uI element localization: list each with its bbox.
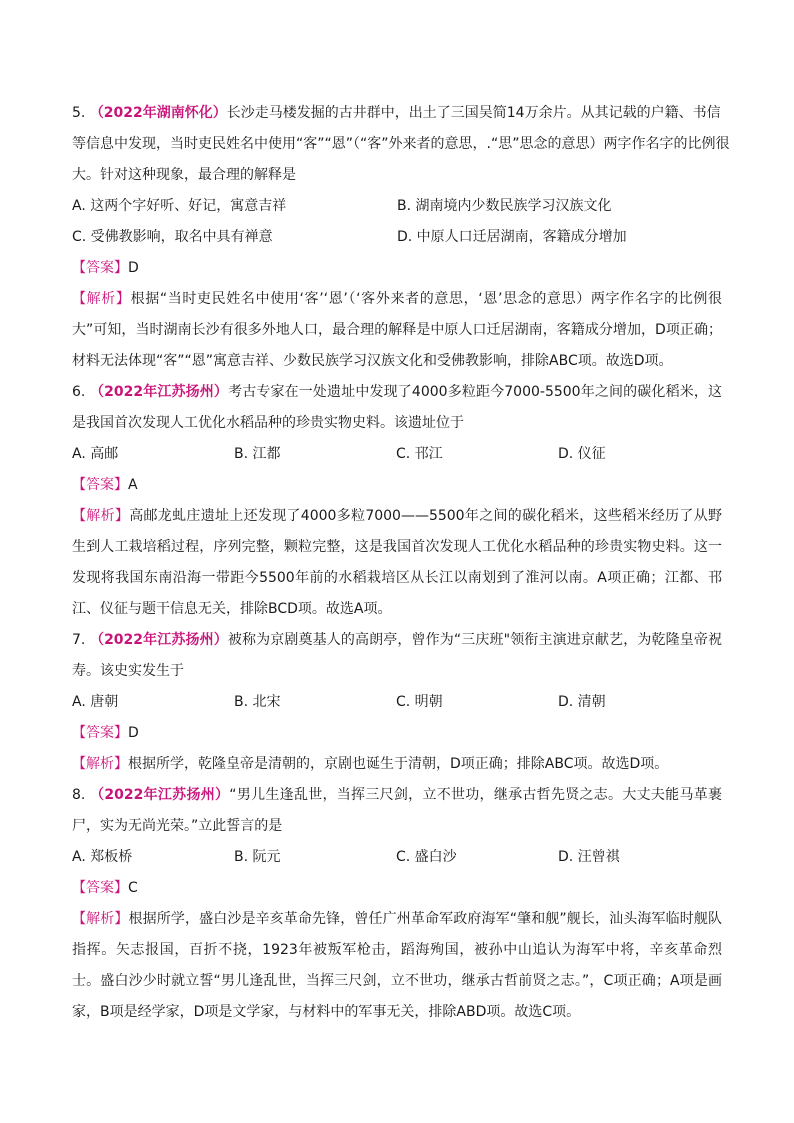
analysis-label: 【解析】	[72, 508, 130, 524]
answer-line	[72, 253, 722, 284]
analysis-label: 【解析】	[72, 291, 131, 307]
answer-label: 【答案】	[72, 880, 128, 896]
option-b: B. 湖南境内少数民族学习汉族文化	[397, 198, 612, 214]
question-number: 5.	[72, 105, 86, 121]
question-number: 8.	[72, 787, 86, 803]
question-source: （2022年江苏扬州）	[90, 787, 230, 803]
option-d: D. 仪征	[558, 446, 606, 462]
option-a: A. 唐朝	[72, 694, 119, 710]
question-source: （2022年湖南怀化）	[89, 105, 227, 121]
question-source: （2022年江苏扬州）	[89, 632, 228, 648]
option-c: C. 盛白沙	[396, 849, 457, 865]
option-c: C. 明朝	[396, 694, 443, 710]
question-stem	[72, 780, 722, 842]
analysis-label: 【解析】	[72, 756, 128, 772]
option-d: D. 中原人口迁居湖南，客籍成分增加	[397, 229, 627, 245]
options-row	[72, 842, 722, 873]
option-d: D. 汪曾祺	[558, 849, 620, 865]
stem-text: 被称为京剧奠基人的高朗亭，曾作为“三庆班"领衔主演进京献艺，为乾隆皇帝祝寿。该史实发生于	[72, 632, 722, 679]
analysis-text: 根据“当时吏民姓名中使用‘客’‘恩’（‘客外来者的意思，‘恩’思念的意思）两字作名字的比例很大”可知，当时湖南长沙有很多外地人口，最合理的解释是中原人口迁居湖南，客籍成分增加，D项正确；材料无法体现“客”“恩”寓意吉祥、少数民族学习汉族文化和受佛教影响，排除ABC项。故选D项。	[72, 291, 723, 369]
options-row	[72, 222, 722, 253]
question-source: （2022年江苏扬州）	[89, 384, 229, 400]
answer-line	[72, 470, 722, 501]
analysis-block	[72, 749, 722, 780]
analysis-text: 根据所学，盛白沙是辛亥革命先锋，曾任广州革命军政府海军“肇和舰”舰长，汕头海军临时舰队指挥。矢志报国，百折不挠，1923年被叛军枪击，蹈海殉国，被孙中山追认为海军中将，辛亥革命烈士。盛白沙少时就立誓“男儿逢乱世，当挥三尺剑，立不世功，继承古哲前贤之志。”，C项正确；A项是画家，B项是经学家，D项是文学家，与材料中的军事无关，排除ABD项。故选C项。	[72, 911, 722, 1020]
answer-line	[72, 873, 722, 904]
option-c: C. 邗江	[396, 446, 443, 462]
option-a: A. 这两个字好听、好记，寓意吉祥	[72, 198, 287, 214]
question-number: 6.	[72, 384, 86, 400]
question-7	[72, 625, 722, 780]
analysis-block	[72, 904, 722, 1028]
answer-line	[72, 718, 722, 749]
answer-value: D	[128, 260, 139, 276]
question-page	[72, 98, 730, 1028]
stem-line-2: 等信息中发现，当时吏民姓名中使用“客”“恩”（“客”外来者的意思，.“思”思念的意思）两字作名字的比例很	[72, 136, 730, 152]
analysis-text: 高邮龙虬庄遗址上还发现了4000多粒7000——5500年之间的碳化稻米，这些稻米经历了从野生到人工栽培稻过程，序列完整，颗粒完整，这是我国首次发现人工优化水稻品种的珍贵实物史料。这一发现将我国东南沿海一带距今5500年前的水稻栽培区从长江以南划到了淮河以南。A项正确；江都、邗江、仪征与题干信息无关，排除BCD项。故选A项。	[72, 508, 722, 617]
answer-value: C	[128, 880, 138, 896]
answer-value: A	[128, 477, 138, 493]
options-row	[72, 439, 722, 470]
options-row	[72, 687, 722, 718]
question-stem	[72, 377, 722, 439]
stem-text: 考古专家在一处遗址中发现了4000多粒距今7000-5500年之间的碳化稻米，这是我国首次发现人工优化水稻品种的珍贵实物史料。该遗址位于	[72, 384, 722, 431]
stem-line-1: 长沙走马楼发掘的古井群中，出土了三国吴简14万余片。从其记载的户籍、书信	[226, 105, 721, 121]
answer-label: 【答案】	[72, 477, 128, 493]
question-6	[72, 377, 722, 625]
question-8	[72, 780, 722, 1028]
option-b: B. 江都	[234, 446, 281, 462]
option-b: B. 阮元	[234, 849, 281, 865]
option-d: D. 清朝	[558, 694, 606, 710]
answer-label: 【答案】	[72, 260, 128, 276]
option-c: C. 受佛教影响，取名中具有禅意	[72, 229, 273, 245]
option-a: A. 郑板桥	[72, 849, 133, 865]
option-b: B. 北宋	[234, 694, 281, 710]
analysis-block	[72, 284, 722, 377]
question-stem	[72, 625, 722, 687]
question-5	[72, 98, 730, 377]
options-row	[72, 191, 722, 222]
analysis-block	[72, 501, 722, 625]
analysis-label: 【解析】	[72, 911, 129, 927]
answer-label: 【答案】	[72, 725, 128, 741]
stem-line-3: 大。针对这种现象，最合理的解释是	[72, 167, 296, 183]
option-a: A. 高邮	[72, 446, 119, 462]
answer-value: D	[128, 725, 139, 741]
stem-text: “男儿生逢乱世，当挥三尺剑，立不世功，继承古哲先贤之志。大丈夫能马革裹尸，实为无尚光荣。”立此誓言的是	[72, 787, 722, 834]
question-stem	[72, 98, 722, 129]
question-number: 7.	[72, 632, 86, 648]
analysis-text: 根据所学，乾隆皇帝是清朝的，京剧也诞生于清朝，D项正确；排除ABC项。故选D项。	[128, 756, 669, 772]
